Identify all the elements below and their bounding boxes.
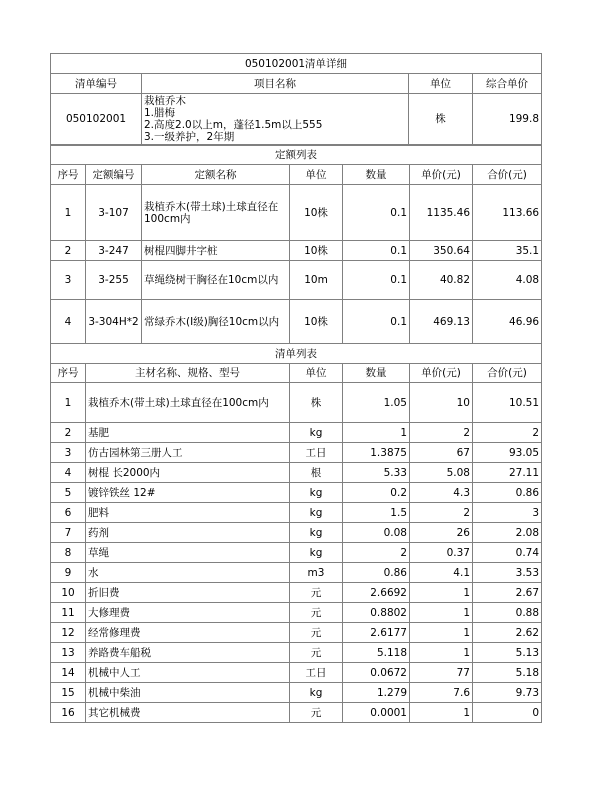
material-unit: 元 — [290, 623, 343, 643]
quota-col-header: 定额编号 — [86, 165, 142, 185]
material-no: 1 — [51, 383, 86, 423]
table-row — [51, 503, 542, 523]
document-title: 050102001清单详细 — [51, 54, 542, 74]
material-no: 16 — [51, 703, 86, 723]
table-row — [51, 523, 542, 543]
material-unit: 元 — [290, 603, 343, 623]
material-qty: 2 — [343, 543, 410, 563]
material-name: 基肥 — [86, 423, 290, 443]
quota-col-header: 数量 — [343, 165, 410, 185]
table-row — [51, 543, 542, 563]
bill-code-value: 050102001 — [51, 94, 142, 145]
quota-name: 树棍四脚井字桩 — [142, 241, 290, 261]
quota-price: 350.64 — [410, 241, 473, 261]
material-price: 0.37 — [410, 543, 473, 563]
material-total: 0.86 — [473, 483, 542, 503]
material-name: 折旧费 — [86, 583, 290, 603]
material-qty: 1.279 — [343, 683, 410, 703]
table-row — [51, 185, 542, 241]
material-unit: 工日 — [290, 663, 343, 683]
material-total: 2.67 — [473, 583, 542, 603]
quota-col-header: 单位 — [290, 165, 343, 185]
material-price: 1 — [410, 603, 473, 623]
material-unit: 根 — [290, 463, 343, 483]
material-no: 12 — [51, 623, 86, 643]
material-total: 2.62 — [473, 623, 542, 643]
material-no: 8 — [51, 543, 86, 563]
quota-unit: 10株 — [290, 300, 343, 344]
quota-no: 2 — [51, 241, 86, 261]
material-unit: 株 — [290, 383, 343, 423]
material-qty: 2.6177 — [343, 623, 410, 643]
item-name-line: 2.高度2.0以上m，蓬径1.5m以上555 — [144, 119, 323, 131]
material-no: 3 — [51, 443, 86, 463]
material-unit: kg — [290, 543, 343, 563]
table-row — [51, 583, 542, 603]
material-qty: 0.0672 — [343, 663, 410, 683]
quota-col-header: 单价(元) — [410, 165, 473, 185]
material-total: 2 — [473, 423, 542, 443]
quota-price: 40.82 — [410, 261, 473, 300]
material-no: 13 — [51, 643, 86, 663]
material-total: 2.08 — [473, 523, 542, 543]
quota-col-header: 合价(元) — [473, 165, 542, 185]
material-unit: m3 — [290, 563, 343, 583]
material-name: 经常修理费 — [86, 623, 290, 643]
material-no: 15 — [51, 683, 86, 703]
material-qty: 2.6692 — [343, 583, 410, 603]
material-total: 5.18 — [473, 663, 542, 683]
material-no: 9 — [51, 563, 86, 583]
quota-qty: 0.1 — [343, 261, 410, 300]
material-total: 0.74 — [473, 543, 542, 563]
material-price: 4.1 — [410, 563, 473, 583]
item-name-header: 项目名称 — [142, 74, 409, 94]
material-price: 2 — [410, 503, 473, 523]
materials-col-header: 合价(元) — [473, 364, 542, 383]
material-name: 机械中人工 — [86, 663, 290, 683]
material-qty: 1.05 — [343, 383, 410, 423]
table-row — [51, 463, 542, 483]
material-unit: kg — [290, 423, 343, 443]
quota-no: 1 — [51, 185, 86, 241]
material-unit: 元 — [290, 703, 343, 723]
material-no: 2 — [51, 423, 86, 443]
materials-table — [50, 343, 542, 723]
material-no: 5 — [51, 483, 86, 503]
quota-price: 1135.46 — [410, 185, 473, 241]
material-qty: 0.2 — [343, 483, 410, 503]
material-name: 草绳 — [86, 543, 290, 563]
quota-total: 113.66 — [473, 185, 542, 241]
material-qty: 0.08 — [343, 523, 410, 543]
material-name: 仿古园林第三册人工 — [86, 443, 290, 463]
material-no: 6 — [51, 503, 86, 523]
material-price: 77 — [410, 663, 473, 683]
material-no: 11 — [51, 603, 86, 623]
material-unit: kg — [290, 503, 343, 523]
item-unit-value: 株 — [409, 94, 473, 145]
material-no: 10 — [51, 583, 86, 603]
material-name: 大修理费 — [86, 603, 290, 623]
material-name: 镀锌铁丝 12# — [86, 483, 290, 503]
material-total: 3 — [473, 503, 542, 523]
material-no: 14 — [51, 663, 86, 683]
quota-unit: 10m — [290, 261, 343, 300]
table-row — [51, 423, 542, 443]
material-name: 养路费车船税 — [86, 643, 290, 663]
material-unit: 元 — [290, 643, 343, 663]
table-row — [51, 603, 542, 623]
material-qty: 0.8802 — [343, 603, 410, 623]
material-price: 67 — [410, 443, 473, 463]
material-qty: 1.5 — [343, 503, 410, 523]
item-name-line: 1.腊梅 — [144, 107, 176, 119]
material-total: 0.88 — [473, 603, 542, 623]
quota-qty: 0.1 — [343, 300, 410, 344]
materials-section-title: 清单列表 — [51, 344, 542, 364]
material-total: 5.13 — [473, 643, 542, 663]
bill-summary-table — [50, 53, 542, 145]
unit-header: 单位 — [409, 74, 473, 94]
quota-unit: 10株 — [290, 185, 343, 241]
material-name: 机械中柴油 — [86, 683, 290, 703]
material-unit: 工日 — [290, 443, 343, 463]
material-total: 3.53 — [473, 563, 542, 583]
table-row — [51, 623, 542, 643]
material-price: 7.6 — [410, 683, 473, 703]
quota-no: 4 — [51, 300, 86, 344]
item-name-line: 3.一级养护，2年期 — [144, 131, 235, 143]
table-row — [51, 683, 542, 703]
table-row — [51, 383, 542, 423]
quota-section-title: 定额列表 — [51, 146, 542, 165]
table-row — [51, 563, 542, 583]
material-qty: 1.3875 — [343, 443, 410, 463]
quota-col-header: 定额名称 — [142, 165, 290, 185]
material-name: 栽植乔木(带土球)土球直径在100cm内 — [86, 383, 290, 423]
quota-unit: 10株 — [290, 241, 343, 261]
material-qty: 0.86 — [343, 563, 410, 583]
material-total: 0 — [473, 703, 542, 723]
material-price: 1 — [410, 583, 473, 603]
table-row — [51, 300, 542, 344]
quota-total: 4.08 — [473, 261, 542, 300]
table-row — [51, 643, 542, 663]
material-qty: 1 — [343, 423, 410, 443]
material-price: 10 — [410, 383, 473, 423]
material-price: 26 — [410, 523, 473, 543]
unit-price-header: 综合单价 — [473, 74, 542, 94]
quota-code: 3-304H*2 — [86, 300, 142, 344]
quota-name: 常绿乔木(I级)胸径10cm以内 — [142, 300, 290, 344]
quota-qty: 0.1 — [343, 185, 410, 241]
materials-col-header: 序号 — [51, 364, 86, 383]
material-price: 2 — [410, 423, 473, 443]
item-name-value — [142, 94, 409, 145]
material-total: 27.11 — [473, 463, 542, 483]
table-row — [51, 483, 542, 503]
quota-qty: 0.1 — [343, 241, 410, 261]
material-total: 9.73 — [473, 683, 542, 703]
material-unit: kg — [290, 483, 343, 503]
material-name: 水 — [86, 563, 290, 583]
item-price-value: 199.8 — [473, 94, 542, 145]
table-row — [51, 703, 542, 723]
table-row — [51, 261, 542, 300]
material-qty: 5.118 — [343, 643, 410, 663]
material-total: 93.05 — [473, 443, 542, 463]
bill-code-header: 清单编号 — [51, 74, 142, 94]
material-price: 1 — [410, 623, 473, 643]
quota-code: 3-255 — [86, 261, 142, 300]
material-qty: 5.33 — [343, 463, 410, 483]
materials-col-header: 单价(元) — [410, 364, 473, 383]
quota-total: 35.1 — [473, 241, 542, 261]
materials-col-header: 单位 — [290, 364, 343, 383]
material-name: 肥料 — [86, 503, 290, 523]
item-name-line: 栽植乔木 — [144, 95, 186, 107]
quota-total: 46.96 — [473, 300, 542, 344]
table-row — [51, 241, 542, 261]
material-price: 5.08 — [410, 463, 473, 483]
material-unit: 元 — [290, 583, 343, 603]
table-row — [51, 443, 542, 463]
material-price: 1 — [410, 703, 473, 723]
material-name: 其它机械费 — [86, 703, 290, 723]
material-unit: kg — [290, 683, 343, 703]
quota-code: 3-107 — [86, 185, 142, 241]
quota-table — [50, 145, 542, 344]
table-row — [51, 663, 542, 683]
material-name: 药剂 — [86, 523, 290, 543]
material-no: 4 — [51, 463, 86, 483]
materials-body — [51, 383, 542, 723]
quota-col-header: 序号 — [51, 165, 86, 185]
material-total: 10.51 — [473, 383, 542, 423]
material-unit: kg — [290, 523, 343, 543]
quota-price: 469.13 — [410, 300, 473, 344]
material-name: 树棍 长2000内 — [86, 463, 290, 483]
quota-name: 栽植乔木(带土球)土球直径在100cm内 — [142, 185, 290, 241]
materials-col-header: 数量 — [343, 364, 410, 383]
quota-code: 3-247 — [86, 241, 142, 261]
material-price: 4.3 — [410, 483, 473, 503]
material-qty: 0.0001 — [343, 703, 410, 723]
material-price: 1 — [410, 643, 473, 663]
quota-name: 草绳绕树干胸径在10cm以内 — [142, 261, 290, 300]
material-no: 7 — [51, 523, 86, 543]
quota-no: 3 — [51, 261, 86, 300]
materials-col-header: 主材名称、规格、型号 — [86, 364, 290, 383]
